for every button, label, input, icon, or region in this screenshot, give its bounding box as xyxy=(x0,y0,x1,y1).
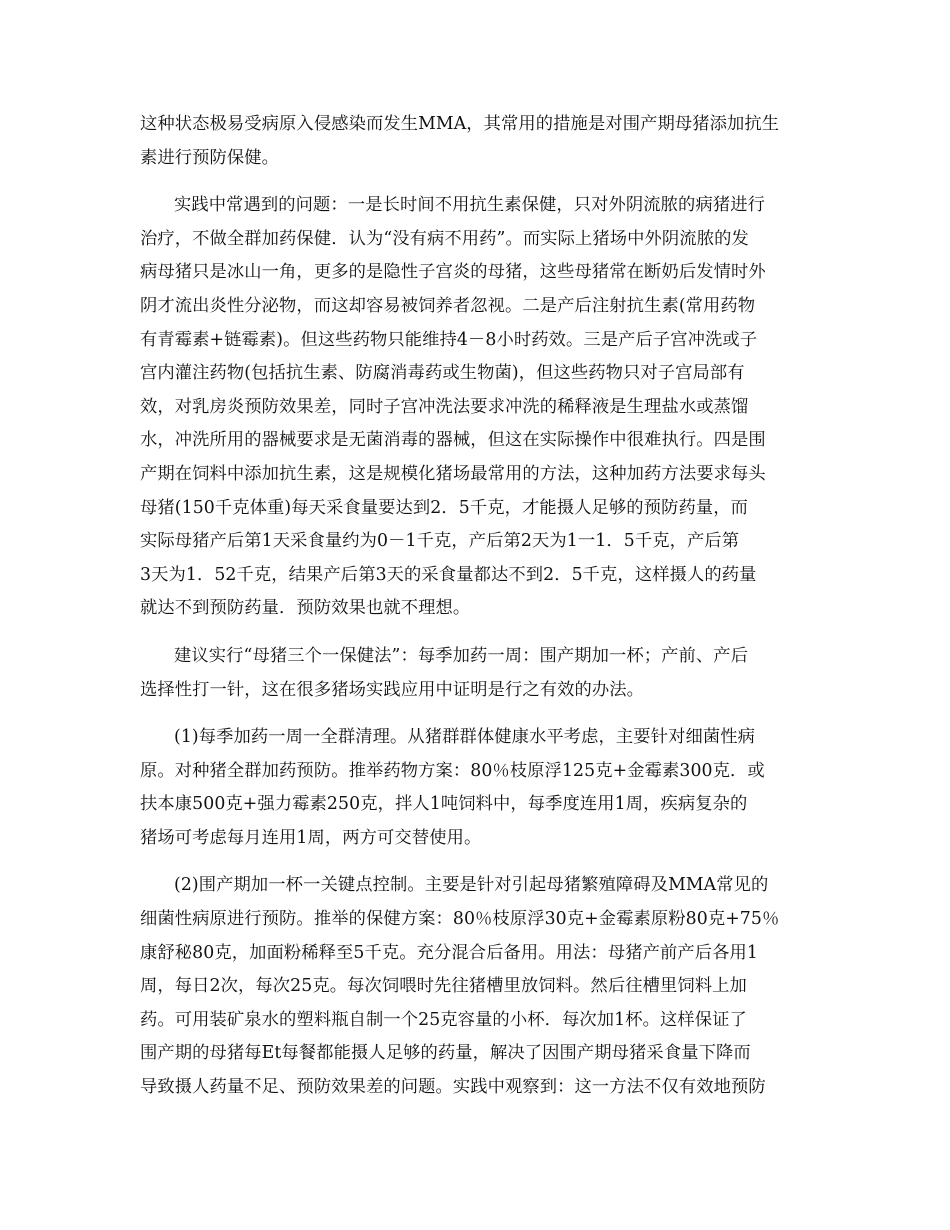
paragraph-1 xyxy=(140,108,820,175)
text-line: 这种状态极易受病原入侵感染而发生MMA，其常用的措施是对围产期母猪添加抗生 xyxy=(140,114,780,134)
text-line: 病母猪只是冰山一角，更多的是隐性子宫炎的母猪，这些母猪常在断奶后发情时外 xyxy=(140,262,766,283)
text-line: 猪场可考虑每月连用1周，两方可交替使用。 xyxy=(140,827,482,848)
document-body xyxy=(140,108,820,1105)
text-line: 母猪(150千克体重)每天采食量要达到2．5千克，才能摄人足够的预防药量，而 xyxy=(140,497,748,518)
text-line: 产期在饲料中添加抗生素，这是规模化猪场最常用的方法，这种加药方法要求每头 xyxy=(140,463,766,484)
text-line: 实际母猪产后第1天采食量约为0－1千克，产后第2天为1一1．5千克，产后第 xyxy=(140,531,740,552)
text-line: 建议实行“母猪三个一保健法”：每季加药一周：围产期加一杯；产前、产后 xyxy=(174,645,749,666)
text-line: 3天为1．52千克，结果产后第3天的采食量都达不到2．5千克，这样摄人的药量 xyxy=(140,564,757,585)
text-line: 药。可用装矿泉水的塑料瓶自制一个25克容量的小杯．每次加1杯。这样保证了 xyxy=(140,1009,747,1030)
text-line: 扶本康500克+强力霉素250克，拌人1吨饲料中，每季度连用1周，疾病复杂的 xyxy=(140,794,748,815)
text-line: 细菌性病原进行预防。推举的保健方案：80％枝原浮30克+金霉素原粉80克+75％ xyxy=(140,909,780,930)
text-line: 导致摄人药量不足、预防效果差的问题。实践中观察到：这一方法不仅有效地预防 xyxy=(140,1077,766,1098)
text-line: 素进行预防保健。 xyxy=(140,147,280,168)
text-line: (2)围产期加一杯一关键点控制。主要是针对引起母猪繁殖障碍及MMA常见的 xyxy=(174,875,769,896)
text-line: 效，对乳房炎预防效果差，同时子宫冲洗法要求冲洗的稀释液是生理盐水或蒸馏 xyxy=(140,396,749,417)
paragraph-2 xyxy=(140,189,820,626)
text-line: 选择性打一针，这在很多猪场实践应用中证明是行之有效的办法。 xyxy=(140,679,645,700)
text-line: (1)每季加药一周一全群清理。从猪群群体健康水平考虑，主要针对细菌性病 xyxy=(174,727,755,748)
text-line: 阴才流出炎性分泌物，而这却容易被饲养者忽视。二是产后注射抗生素(常用药物 xyxy=(140,295,756,316)
text-line: 原。对种猪全群加药预防。推举药物方案：80％枝原浮125克+金霉素300克．或 xyxy=(140,760,765,781)
paragraph-5 xyxy=(140,869,820,1104)
text-line: 实践中常遇到的问题：一是长时间不用抗生素保健，只对外阴流脓的病猪进行 xyxy=(174,195,765,216)
paragraph-4 xyxy=(140,721,820,855)
text-line: 围产期的母猪每Et每餐都能摄人足够的药量，解决了因围产期母猪采食量下降而 xyxy=(140,1043,751,1064)
text-line: 治疗，不做全群加药保健．认为“没有病不用药”。而实际上猪场中外阴流脓的发 xyxy=(140,228,749,249)
text-line: 周，每日2次，每次25克。每次饲喂时先往猪槽里放饲料。然后往槽里饲料上加 xyxy=(140,976,747,997)
text-line: 水，冲洗所用的器械要求是无菌消毒的器械，但这在实际操作中很难执行。四是围 xyxy=(140,430,766,451)
text-line: 康舒秘80克，加面粉稀释至5千克。充分混合后备用。用法：母猪产前产后各用1 xyxy=(140,942,758,963)
text-line: 宫内灌注药物(包括抗生素、防腐消毒药或生物菌)，但这些药物只对子宫局部有 xyxy=(140,363,745,384)
text-line: 有青霉素+链霉素)。但这些药物只能维持4－8小时药效。三是产后子宫冲洗或子 xyxy=(140,329,758,350)
text-line: 就达不到预防药量．预防效果也就不理想。 xyxy=(140,598,471,619)
paragraph-3 xyxy=(140,640,820,707)
